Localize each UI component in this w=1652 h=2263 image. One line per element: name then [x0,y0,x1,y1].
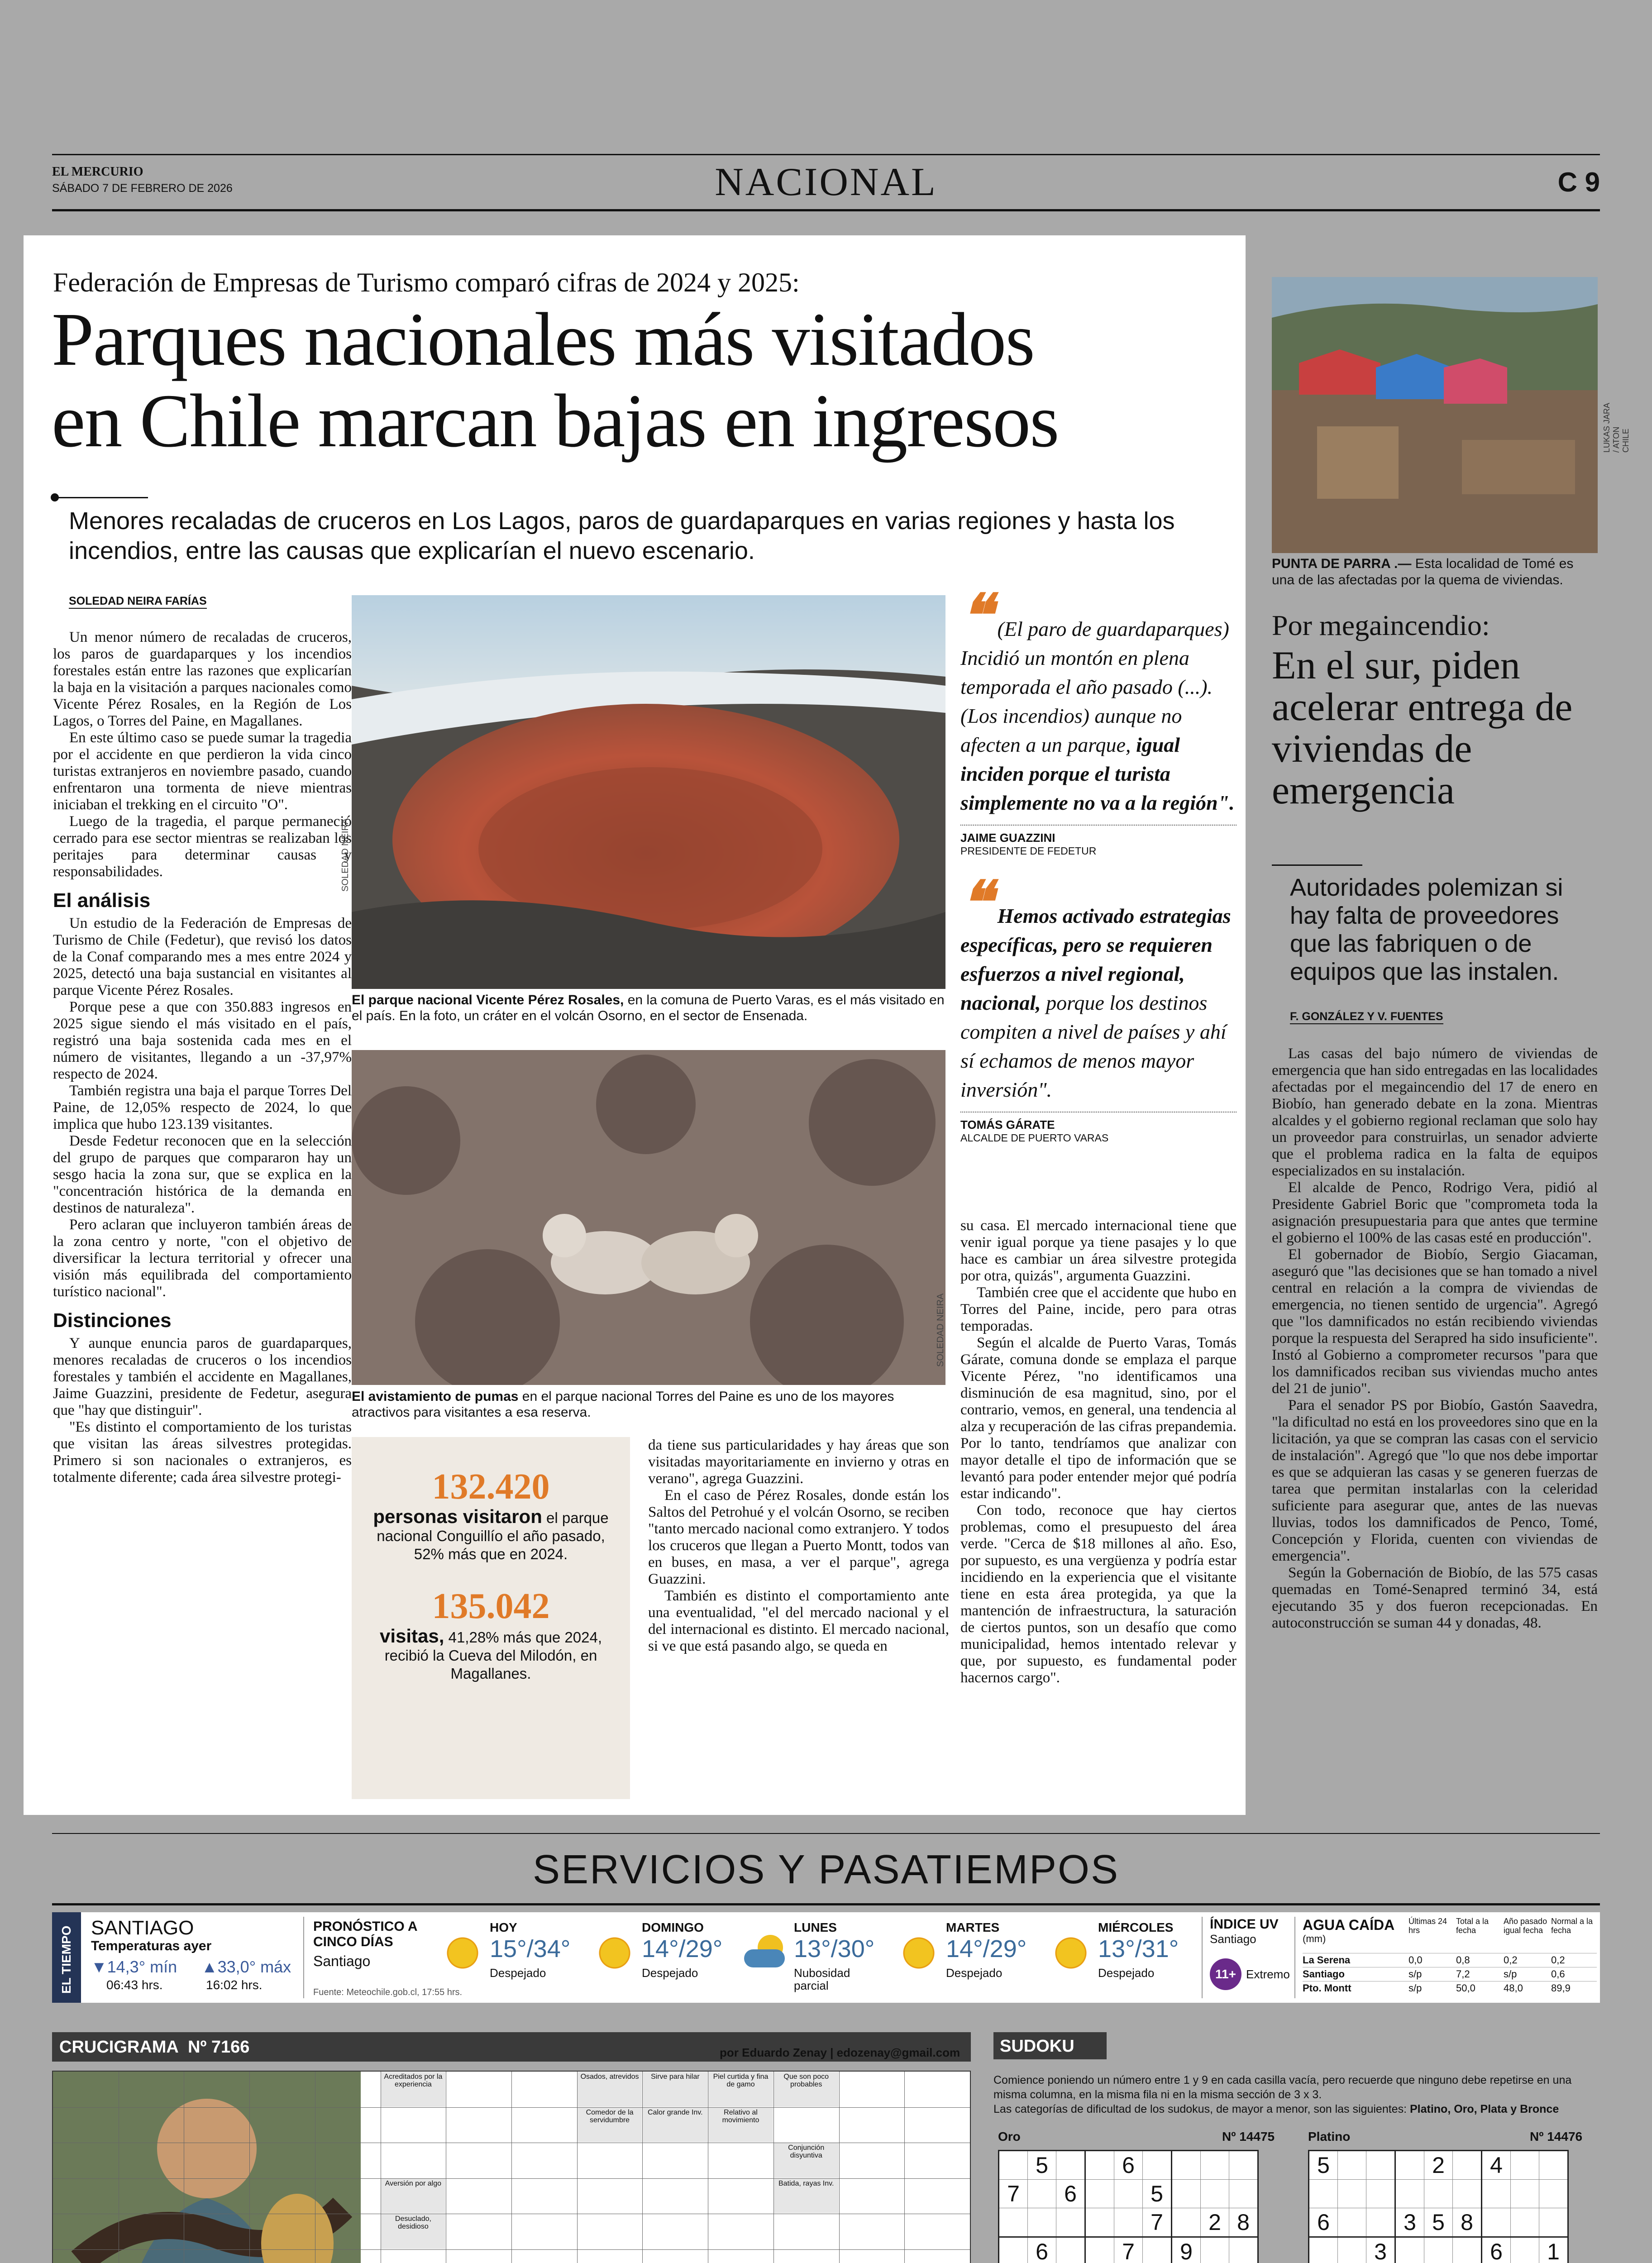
sudoku-empty-cell[interactable] [1453,2237,1482,2263]
rain-value: 0,6 [1551,1968,1565,1980]
sudoku-given-cell: 6 [1028,2237,1056,2263]
sudoku-empty-cell[interactable] [1056,2208,1085,2237]
sudoku-empty-cell[interactable] [999,2208,1028,2237]
crossword-clue-cell: Acreditados por la experiencia [381,2072,446,2107]
sudoku-given-cell: 9 [1172,2237,1201,2263]
header-top-rule [52,154,1600,155]
forecast-days [440,1917,1200,1998]
forecast-city: Santiago [313,1953,371,1969]
sudoku-empty-cell[interactable] [1056,2151,1085,2180]
photo-credit: SOLEDAD NEIRA [936,1293,945,1367]
crossword-grid-line [511,2072,512,2263]
sudoku-given-cell: 5 [1309,2151,1338,2180]
quote-mark-icon: ❝ [960,581,992,650]
forecast-day-temp: 14°/29° [946,1935,1027,1962]
forecast-day-name: MARTES [946,1920,1000,1934]
sudoku-empty-cell[interactable] [1309,2180,1338,2208]
photo-credit: SOLEDAD NEIRA [340,818,350,892]
rain-value: s/p [1504,1968,1517,1980]
sudoku-row [1309,2237,1568,2263]
paragraph: Las casas del bajo número de viviendas de emergencia que han sido entregadas en las localidades afectadas por el megaincendio del 17 de enero en Biobío, han generado debate en la zona. Mientras alcaldes y el gobierno regional reclaman que solo hay un proveedor para construirlas, un senador advierte que el problema radica en la falta de equipos especializados en su instalación. [1272,1046,1598,1179]
sudoku-oro-number: Nº 14475 [1222,2129,1275,2144]
crater-photo-illustration [352,595,945,989]
rain-city: Santiago [1303,1968,1345,1980]
quote-1-bold: igual inciden porque el turista simplemente no va a la región". [960,733,1235,814]
temp-max-time: 16:02 hrs. [206,1978,263,1992]
crossword-author: por Eduardo Zenay | edozenay@gmail.com [720,2046,960,2059]
forecast-day-temp: 13°/31° [1098,1935,1179,1962]
sudoku-empty-cell[interactable] [1229,2151,1258,2180]
sudoku-row [999,2208,1258,2237]
crossword-clue-cell: Relativo al movimiento [708,2108,773,2143]
sudoku-platino-label: Platino [1308,2129,1351,2144]
paragraph: da tiene sus particularidades y hay áreas que son visitadas mayoritariamente en invierno y otras en verano", agrega Guazzini. [648,1437,949,1487]
sudoku-given-cell: 3 [1366,2237,1395,2263]
forecast-day [1048,1917,1198,1998]
sudoku-platino-grid [1308,2150,1569,2263]
paragraph: Desde Fedetur reconocen que en la selección del grupo de parques que compararon hay un sesgo hacia la zona sur, que se explica en la "concentración histórica de la demanda en destinos de naturaleza". [53,1133,352,1216]
sudoku-given-cell: 8 [1453,2208,1482,2237]
sudoku-empty-cell[interactable] [1511,2151,1539,2180]
lead-rule [53,497,148,498]
sudoku-empty-cell[interactable] [1338,2180,1366,2208]
side-photo [1272,277,1598,553]
sudoku-empty-cell[interactable] [1172,2208,1201,2237]
paragraph: Y aunque enuncia paros de guardaparques, menores recaladas de cruceros o los incendios forestales y también el accidente en Magallanes, Jaime Guazzini, presidente de Fedetur, asegura que "hay que distinguir". [53,1335,352,1418]
pumas-photo-illustration [352,1050,945,1385]
rain-column-header: Normal a la fecha [1551,1917,1593,1935]
side-photo-credit: LUKAS JARA / ATON CHILE [1602,403,1630,453]
quote-1 [960,581,1237,817]
rain-value: 89,9 [1551,1982,1571,1994]
crossword-clue-cell: Sirve para hilar [643,2072,707,2107]
rain-unit: (mm) [1303,1933,1326,1944]
pumas-photo [352,1050,945,1385]
uv-city: Santiago [1210,1932,1256,1946]
sudoku-empty-cell[interactable] [1028,2208,1056,2237]
sudoku-empty-cell[interactable] [1114,2208,1143,2237]
forecast-day [744,1917,893,1998]
forecast [303,1917,1200,1998]
lead-dot [51,493,59,501]
subhead-distinctions: Distinciones [53,1309,172,1332]
side-body [1272,1046,1598,1632]
newspaper-name: EL MERCURIO [52,165,143,179]
uv-level: Extremo [1246,1967,1290,1981]
subhead-analysis: El análisis [53,889,151,912]
sudoku-given-cell: 3 [1395,2208,1424,2237]
sudoku-empty-cell[interactable] [1539,2151,1568,2180]
temp-min-time: 06:43 hrs. [106,1978,163,1992]
rain-value: s/p [1408,1968,1422,1980]
sun-icon [1048,1930,1093,1976]
byline: SOLEDAD NEIRA FARÍAS [69,595,207,609]
crossword-clue-cell: Calor grande Inv. [643,2108,707,2143]
rain-headers [1408,1917,1599,1953]
quote-1-name: JAIME GUAZZINI [960,831,1055,845]
sudoku-empty-cell[interactable] [1028,2180,1056,2208]
sudoku-empty-cell[interactable] [1172,2151,1201,2180]
sudoku-empty-cell[interactable] [1338,2151,1366,2180]
paragraph: "Es distinto el comportamiento de los turistas que visitan las áreas silvestres protegidas. Primero si son nacionales o extranjeros, es totalmente diferente; cada área silvestre protegi- [53,1419,352,1485]
rain-value: s/p [1408,1982,1422,1994]
paragraph: Según el alcalde de Puerto Varas, Tomás Gárate, comuna donde se emplaza el parque Vicente Pérez, "no identificamos una disminución de esa magnitud, sino, por el contrario, vemos, en general, una tendencia al alza y recuperación de las cifras prepandemia. Por lo tanto, tendríamos que analizar con mayor detalle el tipo de información que se levantó para poder entender mejor qué podría estar indicando". [960,1335,1237,1502]
stats-box [352,1437,630,1799]
sudoku-given-cell: 1 [1539,2237,1568,2263]
side-lead: Autoridades polemizan si hay falta de proveedores que las fabriquen o de equipos que las instalen. [1290,874,1563,985]
sudoku-empty-cell[interactable] [1201,2237,1229,2263]
sudoku-oro-grid [998,2150,1259,2263]
temp-max: ▲33,0° máx [201,1957,291,1976]
paragraph: Según la Gobernación de Biobío, de las 575 casas quemadas en Tomé-Senapred terminó 34, está ejecutando 35 y dos fueron recepcionadas. En autoconstrucción se suman 44 y donadas, 48. [1272,1565,1598,1631]
rain-value: 0,0 [1408,1954,1423,1966]
paragraph: Un estudio de la Federación de Empresas de Turismo de Chile (Fedetur), que revisó los datos de la Conaf comparando mes a mes entre 2024 y 2025, detectó una baja sustancial en visitantes al parque Vicente Pérez Rosales. [53,915,352,998]
weather-panel [52,1912,1600,2003]
forecast-day [896,1917,1046,1998]
crossword-clue-cell: Conjunción disyuntiva [774,2143,839,2178]
rain-row [1303,1981,1597,1995]
paragraph: El gobernador de Biobío, Sergio Giacaman, aseguró que "las decisiones que se han tomado a nivel central en relación a la compra de viviendas de emergencia, no tienen sentido de urgencia". Agregó que "los damnificados no están recibiendo viviendas porque la respuesta del Serapred ha sido insuficiente". Instó al Gobierno a comprometer recursos "para que los damnificados reciban sus viviendas mucho antes del 21 de junio". [1272,1246,1598,1397]
paragraph: Porque pese a que con 350.883 ingresos en 2025 sigue siendo el más visitado en el país, registró una baja sostenida cada mes en el número de visitantes, llegando a un -37,97% respecto de 2024. [53,999,352,1082]
main-article [24,235,1246,1815]
issue-date: SÁBADO 7 DE FEBRERO DE 2026 [52,182,233,195]
crossword-clue-cell: Osados, atrevidos [578,2072,642,2107]
forecast-day-name: HOY [490,1920,517,1934]
quote-1-source [960,825,1237,857]
paragraph: Con todo, reconoce que hay ciertos problemas, como el presupuesto del área verde. "Cerca de $18 millones al año. Eso, por supuesto, es una vergüenza y podría estar incidiendo en la experiencia que el visitante tiene en esta área protegida, ya que la mantención de infraestructura, la saturación de ciertos puntos, son un desafío que como municipalidad, hemos intentado relevar y que, por supuesto, es fundamental poder hacernos cargo". [960,1502,1237,1686]
article-column-3 [960,1217,1237,1686]
stat-text-1 [352,1508,630,1563]
crossword-grid-line [839,2072,840,2263]
sudoku-empty-cell[interactable] [1482,2180,1511,2208]
title-line-1: Parques nacionales más visitados [52,297,1034,382]
side-kicker: Por megaincendio: [1272,609,1490,641]
article-title [52,299,1059,462]
quote-mark-icon: ❝ [960,868,992,937]
sudoku-given-cell: 4 [1482,2151,1511,2180]
sudoku-given-cell: 6 [1114,2151,1143,2180]
stat-number-2: 135.042 [432,1586,550,1626]
sudoku-given-cell: 5 [1143,2180,1172,2208]
rain-value: 7,2 [1456,1968,1470,1980]
paragraph: Luego de la tragedia, el parque permaneció cerrado para ese sector mientras se realizaban los peritajes para determinar causas y responsabilidades. [53,813,352,880]
stat-number-1: 132.420 [432,1467,550,1507]
side-lead-rule [1272,864,1362,866]
sudoku-row [999,2151,1258,2180]
sudoku-empty-cell[interactable] [1143,2237,1172,2263]
sudoku-empty-cell[interactable] [1539,2208,1568,2237]
forecast-day-condition: Despejado [642,1966,698,1980]
forecast-day [440,1917,589,1998]
page-number: C 9 [1557,167,1600,197]
sudoku-given-cell: 7 [999,2180,1028,2208]
sudoku-given-cell: 2 [1424,2151,1453,2180]
sudoku-empty-cell[interactable] [1366,2151,1395,2180]
quote-2-name: TOMÁS GÁRATE [960,1118,1055,1132]
section-title: NACIONAL [715,160,937,204]
services-rule-top [52,1833,1600,1834]
sudoku-empty-cell[interactable] [1395,2151,1424,2180]
temp-min: ▼14,3° mín [91,1957,177,1976]
caption-text: en la comuna de Puerto Varas, es el más visitado en el país. En la foto, un cráter en el volcán Osorno, en el sector de Ensenada. [352,993,945,1023]
sudoku-empty-cell[interactable] [1482,2208,1511,2237]
sudoku-given-cell: 7 [1114,2237,1143,2263]
stat-desc-2: 41,28% más que 2024, recibió la Cueva del Milodón, en Magallanes. [384,1629,602,1682]
rainfall [1294,1917,1599,1998]
sudoku-empty-cell[interactable] [1453,2151,1482,2180]
partly-cloudy-icon [744,1930,789,1976]
sudoku-empty-cell[interactable] [1201,2180,1229,2208]
rain-row [1303,1953,1597,1967]
sudoku-empty-cell[interactable] [1453,2180,1482,2208]
sudoku-empty-cell[interactable] [1143,2151,1172,2180]
paragraph: Para el senador PS por Biobío, Gastón Saavedra, "la dificultad no está en los proveedores sino que en la licitación, ya que se compran las casas con el servicio de instalación". Agregó que "lo que nos debe importar es que se adquieran las casas y se generen fuerzas de tarea que permitan instalarlas con la celeridad suficiente para asegurar que, antes de las nuevas lluvias, todos los damnificados de Penco, Tomé, Concepción y Florida, cuenten con viviendas de emergencia". [1272,1397,1598,1564]
sudoku-instructions-text: Comience poniendo un número entre 1 y 9 en cada casilla vacía, pero recuerde que ninguno debe repetirse en una misma columna, en la misma fila ni en la misma sección de 3 x 3. [993,2074,1572,2101]
sudoku-empty-cell[interactable] [1085,2208,1114,2237]
sudoku-given-cell: 5 [1424,2208,1453,2237]
forecast-day-condition: Despejado [946,1966,1003,1980]
forecast-day-temp: 15°/34° [490,1935,571,1962]
sun-icon [896,1930,941,1976]
quote-2-role: ALCALDE DE PUERTO VARAS [960,1132,1109,1144]
sudoku-empty-cell[interactable] [1539,2180,1568,2208]
weather-tag-label: EL TIEMPO [59,1925,73,1994]
stat-text-2 [352,1627,630,1683]
sudoku-empty-cell[interactable] [1114,2180,1143,2208]
paragraph: Un menor número de recaladas de cruceros, los paros de guardaparques y los incendios forestales están entre las razones que explicarían la baja en la visitación a parques nacionales como Vicente Pérez Rosales, en la Región de Los Lagos, o Torres del Paine, en Magallanes. [53,629,352,729]
sudoku-given-cell: 5 [1028,2151,1056,2180]
rain-value: 48,0 [1504,1982,1523,1994]
sudoku-empty-cell[interactable] [1366,2180,1395,2208]
rain-value: 50,0 [1456,1982,1475,1994]
sudoku-empty-cell[interactable] [1395,2180,1424,2208]
sudoku-given-cell: 6 [1309,2208,1338,2237]
caption-bold: El avistamiento de pumas [352,1389,519,1404]
forecast-day-name: MIÉRCOLES [1098,1920,1174,1934]
stat-desc-1: el parque nacional Conguillío el año pasado, 52% más que en 2024. [377,1509,609,1562]
pumas-caption [352,1389,945,1420]
sudoku-empty-cell[interactable] [1056,2237,1085,2263]
forecast-day-condition: Despejado [490,1966,546,1980]
crossword-number: Nº 7166 [188,2038,250,2057]
rain-row [1303,1967,1597,1981]
sudoku-empty-cell[interactable] [1338,2208,1366,2237]
sudoku-empty-cell[interactable] [1511,2237,1539,2263]
sudoku-given-cell: 2 [1201,2208,1229,2237]
forecast-day-temp: 13°/30° [794,1935,875,1962]
rain-value: 0,2 [1504,1954,1518,1966]
quote-2-text: porque los destinos compiten a nivel de países y ahí sí echamos de menos mayor inversión". [960,991,1227,1101]
rain-column-header: Año pasado igual fecha [1504,1917,1547,1935]
sudoku-empty-cell[interactable] [1229,2237,1258,2263]
sudoku-empty-cell[interactable] [1395,2237,1424,2263]
services-rule-bottom [52,1903,1600,1905]
article-column-1 [53,629,352,1486]
caption-text: en el parque nacional Torres del Paine es uno de los mayores atractivos para visitantes a esa reserva. [352,1389,894,1420]
rain-city: Pto. Montt [1303,1982,1351,1994]
forecast-day [592,1917,741,1998]
paragraph: También es distinto el comportamiento ante una eventualidad, "el del mercado nacional y el del internacional es distinto. El mercado nacional, si ve que está pasando algo, se queda en [648,1588,949,1654]
uv-index [1202,1917,1293,1998]
quotes-column [960,581,1237,1144]
sudoku-row [1309,2151,1568,2180]
sudoku-categories: Las categorías de dificultad de los sudokus, de mayor a menor, son las siguientes: [993,2103,1407,2115]
crossword-grid-line [53,2107,970,2108]
side-byline: F. GONZÁLEZ Y V. FUENTES [1290,1010,1443,1024]
stat-bold-1: personas visitaron [373,1506,542,1527]
forecast-day-condition: Despejado [1098,1966,1155,1980]
sudoku-empty-cell[interactable] [999,2237,1028,2263]
sudoku-empty-cell[interactable] [1172,2180,1201,2208]
crossword-grid-line [53,2249,970,2250]
sudoku-empty-cell[interactable] [1201,2151,1229,2180]
sudoku-given-cell: 8 [1229,2208,1258,2237]
forecast-day-name: LUNES [794,1920,837,1934]
temps-label: Temperaturas ayer [91,1938,212,1953]
sudoku-given-cell: 6 [1056,2180,1085,2208]
quote-2 [960,868,1237,1104]
stat-bold-2: visitas, [379,1625,444,1647]
sudoku-oro-label: Oro [998,2129,1021,2144]
sudoku-row [1309,2208,1568,2237]
crossword-clue-cell: Batida, rayas Inv. [774,2179,839,2214]
sudoku-empty-cell[interactable] [1511,2180,1539,2208]
crossword-clue-cell: Desuclado, desidioso [381,2214,446,2249]
sudoku-empty-cell[interactable] [1085,2237,1114,2263]
crossword-grid [52,2071,971,2263]
forecast-day-temp: 14°/29° [642,1935,723,1962]
forecast-source: Fuente: Meteochile.gob.cl, 17:55 hrs. [313,1987,463,1997]
sudoku-platino-number: Nº 14476 [1530,2129,1583,2144]
article-kicker: Federación de Empresas de Turismo comparó cifras de 2024 y 2025: [53,267,800,297]
side-photo-caption [1272,556,1598,588]
sudoku-categories-bold: Platino, Oro, Plata y Bronce [1409,2103,1559,2115]
services-heading: SERVICIOS Y PASATIEMPOS [532,1847,1120,1892]
sudoku-row [1309,2180,1568,2208]
forecast-day-condition: Nubosidad parcial [794,1966,850,1992]
crater-photo [352,595,945,989]
caption-bold: El parque nacional Vicente Pérez Rosales, [352,993,624,1007]
rain-column-header: Últimas 24 hrs [1408,1917,1447,1935]
sudoku-empty-cell[interactable] [1511,2208,1539,2237]
paragraph: En este último caso se puede sumar la tragedia por el accidente en que perdieron la vida cinco turistas extranjeros en noviembre pasado, cuando enfrentaron una tormenta de nieve mientras iniciaban el trekking en el circuito "O". [53,730,352,813]
forecast-day-name: DOMINGO [642,1920,704,1934]
title-line-2: en Chile marcan bajas en ingresos [52,379,1059,463]
sudoku-empty-cell[interactable] [999,2151,1028,2180]
crossword-grid-line [249,2072,250,2263]
paragraph: su casa. El mercado internacional tiene que venir igual porque ya tiene pasajes y lo que hace es cambiar un área silvestre protegida por otra, quizás", argumenta Guazzini. [960,1217,1237,1284]
side-photo-illustration [1272,277,1598,553]
quote-1-role: PRESIDENTE DE FEDETUR [960,845,1097,857]
crossword-clue-cell: Que son poco probables [774,2072,839,2107]
rain-table [1303,1953,1597,1995]
sudoku-empty-cell[interactable] [1309,2237,1338,2263]
sudoku-empty-cell[interactable] [1338,2237,1366,2263]
forecast-title: PRONÓSTICO A CINCO DÍAS [313,1919,417,1949]
article-column-2 [648,1437,949,1655]
rain-value: 0,8 [1456,1954,1470,1966]
crossword-clue-cell: Comedor de la servidumbre [578,2108,642,2143]
rain-column-header: Total a la fecha [1456,1917,1489,1935]
sudoku-empty-cell[interactable] [1229,2180,1258,2208]
paragraph: También registra una baja el parque Torres Del Paine, de 12,05% respecto de 2024, lo que implica que hubo 123.139 visitantes. [53,1083,352,1132]
sudoku-empty-cell[interactable] [1085,2151,1114,2180]
sudoku-empty-cell[interactable] [1085,2180,1114,2208]
sudoku-given-cell: 7 [1143,2208,1172,2237]
uv-title: ÍNDICE UV [1210,1917,1279,1932]
crossword-clue-cell: Piel curtida y fina de gamo [708,2072,773,2107]
article-lead: Menores recaladas de cruceros en Los Lagos, paros de guardaparques en varias regiones y hasta los incendios, entre las causas que explicarían el nuevo escenario. [69,507,1175,564]
sudoku-given-cell: 6 [1482,2237,1511,2263]
sun-icon [440,1930,485,1976]
crossword-grid-line [904,2072,905,2263]
sudoku-empty-cell[interactable] [1424,2180,1453,2208]
crossword-title: CRUCIGRAMA [59,2038,179,2057]
paragraph: También cree que el accidente que hubo en Torres del Paine, incide, pero para otras temporadas. [960,1284,1237,1334]
weather-city: SANTIAGO [91,1917,194,1939]
quote-2-bold: Hemos activado estrategias específicas, pero se requieren esfuerzos a nivel regional, nacional, [960,904,1231,1014]
quote-1-text: (El paro de guardaparques) Incidió un montón en plena temporada el año pasado (...). (Los incendios) aunque no afecten a un parque, [960,617,1229,756]
paragraph: Pero aclaran que incluyeron también áreas de la zona centro y norte, "con el objetivo de diversificar la lectura territorial y ofrecer una visión más equilibrada del comportamiento turístico nacional". [53,1217,352,1300]
header-bottom-rule [52,209,1600,211]
crossword-clues [53,2072,970,2263]
paragraph: El alcalde de Penco, Rodrigo Vera, pidió al Presidente Gabriel Boric que "comprometa toda la asignación presupuestaria para que antes que termine el gobierno el 100% de las casas esté en producción". [1272,1179,1598,1246]
sudoku-header [993,2032,1107,2059]
rain-title: AGUA CAÍDA [1303,1917,1395,1933]
sudoku-row [999,2237,1258,2263]
uv-value-badge: 11+ [1210,1958,1241,1990]
sudoku-instructions [993,2073,1600,2116]
sudoku-empty-cell[interactable] [1366,2208,1395,2237]
crossword-clue-cell: Aversión por algo [381,2179,446,2214]
side-title: En el sur, piden acelerar entrega de viviendas de emergencia [1272,644,1573,812]
rain-value: 0,2 [1551,1954,1565,1966]
sudoku-empty-cell[interactable] [1424,2237,1453,2263]
caption-text: Esta localidad de Tomé es una de las afectadas por la quema de viviendas. [1272,556,1574,587]
rain-city: La Serena [1303,1954,1351,1966]
quote-2-source [960,1112,1237,1144]
sun-icon [592,1930,637,1976]
caption-bold: PUNTA DE PARRA .— [1272,556,1412,571]
paragraph: En el caso de Pérez Rosales, donde están los Saltos del Petrohué y el volcán Osorno, se reciben "tanto mercado nacional como extranjero. Y todos los cruceros que llegan a Puerto Montt, todos van en buses, en masa, a ver el parque", agrega Guazzini. [648,1487,949,1587]
weather-tag [52,1912,81,2003]
crater-caption [352,992,945,1024]
sudoku-row [999,2180,1258,2208]
sudoku-title: SUDOKU [1000,2037,1074,2056]
